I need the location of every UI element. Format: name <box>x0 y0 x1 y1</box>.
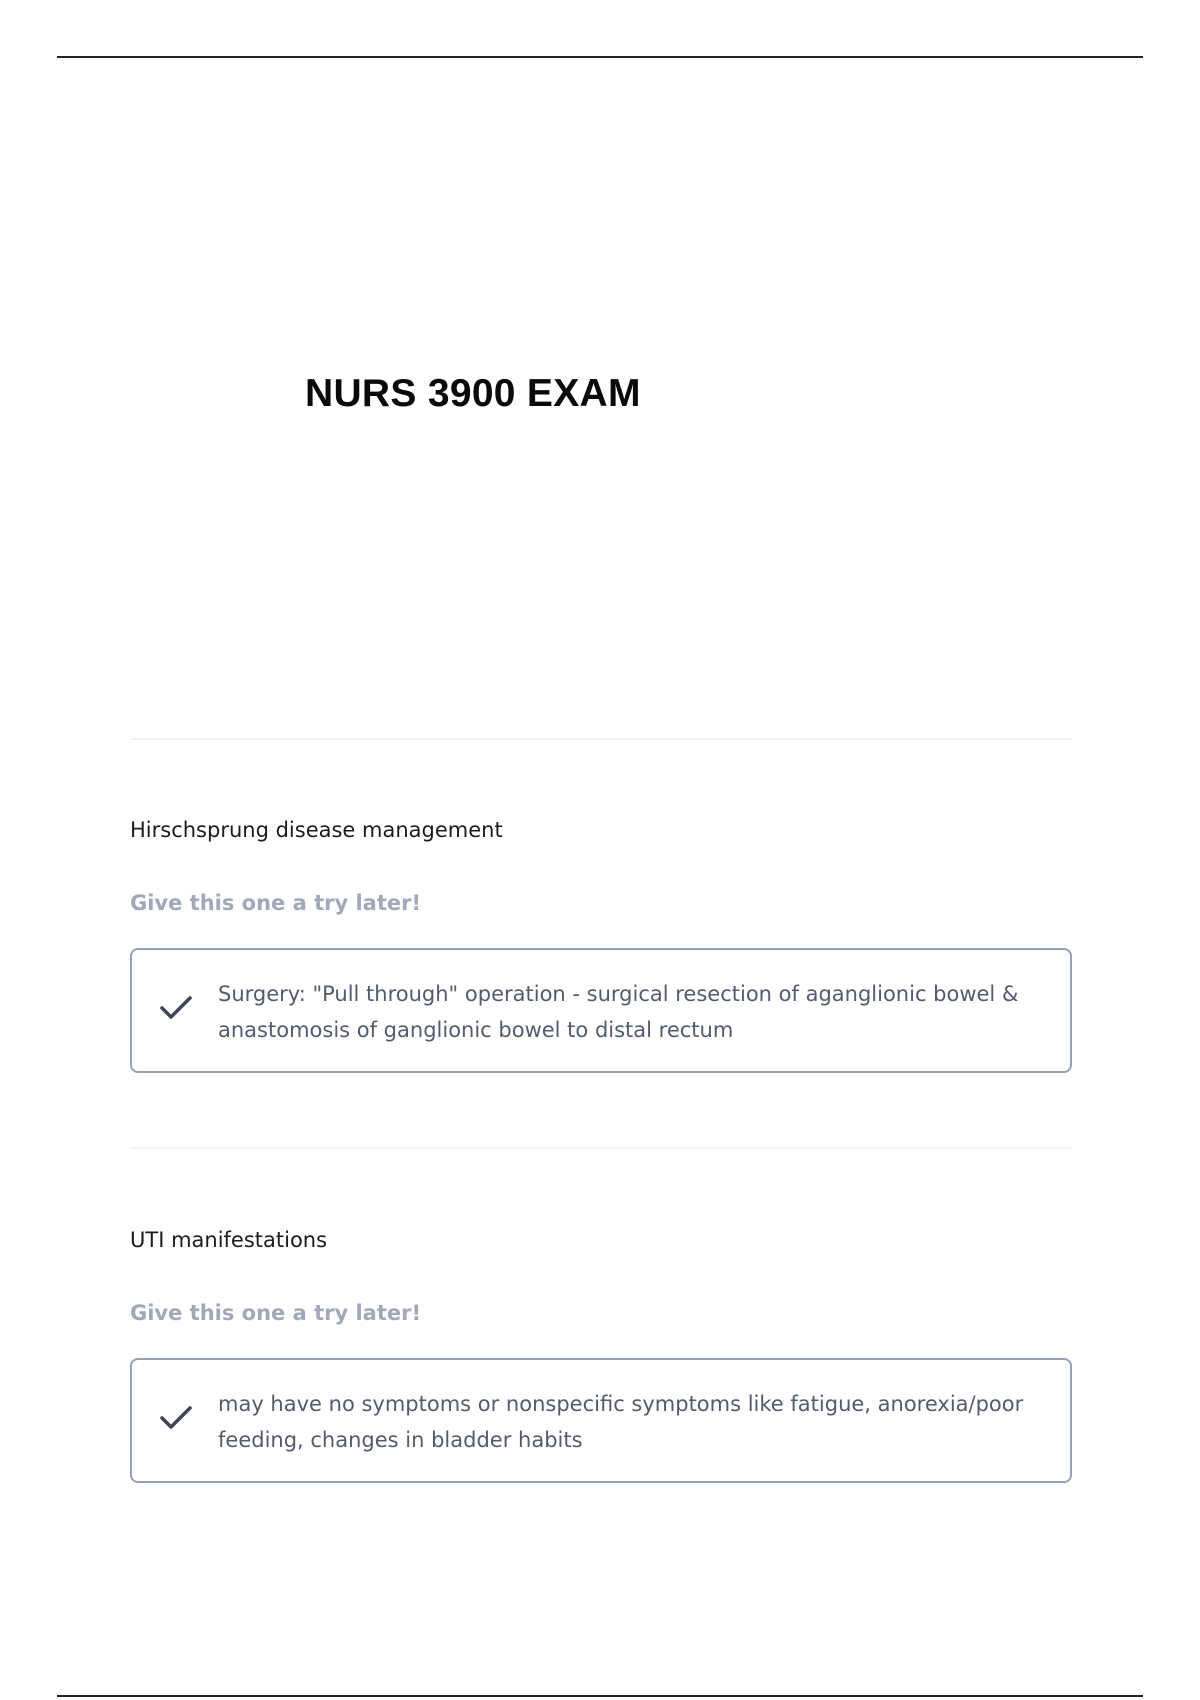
answer-text: Surgery: "Pull through" operation - surgical resection of aganglionic bowel & anastomosis of ganglionic bowel to distal rectum <box>218 982 1019 1042</box>
try-later-prompt: Give this one a try later! <box>130 891 422 915</box>
checkmark-icon <box>159 994 193 1022</box>
answer-box[interactable] <box>130 948 1072 1073</box>
answer-text: may have no symptoms or nonspecific symptoms like fatigue, anorexia/poor feeding, changes in bladder habits <box>218 1392 1024 1452</box>
try-later-prompt: Give this one a try later! <box>130 1301 422 1325</box>
section-divider <box>130 1147 1071 1149</box>
page-top-rule <box>57 56 1143 58</box>
checkmark-icon <box>159 1404 193 1432</box>
answer-box[interactable] <box>130 1358 1072 1483</box>
card-question: UTI manifestations <box>130 1228 328 1252</box>
document-title: NURS 3900 EXAM <box>305 372 641 415</box>
section-divider <box>130 738 1071 740</box>
card-question: Hirschsprung disease management <box>130 818 503 842</box>
page-bottom-rule <box>57 1695 1143 1697</box>
